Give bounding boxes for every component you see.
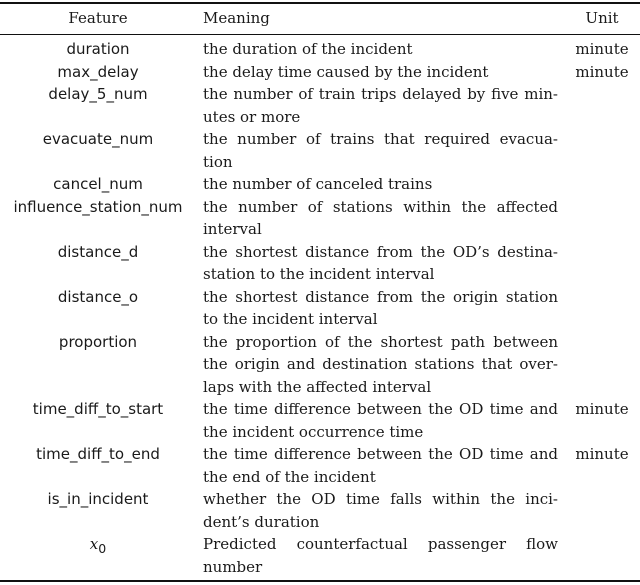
feature-cell: evacuate_num [42, 130, 154, 148]
meaning-line: utes or more [203, 107, 301, 126]
meaning-cell [203, 61, 558, 84]
feature-cell: distance_d [57, 242, 139, 261]
meaning-line: the shortest distance from the OD’s destina- [203, 242, 558, 261]
meaning-line: whether the OD time falls within the inci- [203, 490, 558, 508]
table-top-rule [0, 2, 640, 4]
table-bottom-rule [0, 580, 640, 582]
feature-cell: influence_station_num [13, 197, 183, 216]
meaning-line: the number of trains that required evacua- [203, 130, 558, 148]
meaning-cell [203, 286, 558, 331]
table-row [0, 533, 640, 578]
meaning-line: the origin and destination stations that over- [203, 355, 558, 373]
unit-cell: minute [575, 445, 629, 463]
meaning-line: the time difference between the OD time and [203, 400, 558, 418]
feature-cell: proportion [58, 332, 138, 351]
feature-cell: duration [66, 40, 130, 58]
table-row [0, 286, 640, 331]
table-row [0, 173, 640, 196]
feature-cell: delay_5_num [48, 85, 148, 103]
feature-table-body [0, 38, 640, 578]
meaning-line: the number of stations within the affected [203, 197, 558, 216]
meaning-cell [203, 488, 558, 533]
feature-cell: time_diff_to_start [32, 400, 164, 418]
table-row [0, 331, 640, 399]
unit-cell: minute [575, 62, 629, 81]
table-header-rule [0, 34, 640, 35]
meaning-line: the number of train trips delayed by five min- [203, 85, 558, 103]
table-row [0, 398, 640, 443]
meaning-line: the time difference between the OD time and [203, 445, 558, 463]
header-unit: Unit [585, 9, 619, 27]
feature-cell [0, 533, 196, 561]
meaning-cell [203, 241, 558, 286]
feature-cell: distance_o [57, 287, 139, 306]
meaning-cell [203, 173, 558, 196]
table-row [0, 443, 640, 488]
meaning-line: the proportion of the shortest path between [203, 332, 558, 351]
table-row [0, 128, 640, 173]
header-feature: Feature [68, 9, 128, 27]
meaning-line: the number of canceled trains [203, 175, 433, 193]
unit-cell: minute [575, 400, 629, 418]
meaning-line: the duration of the incident [203, 40, 413, 58]
table-row [0, 61, 640, 84]
meaning-line: the end of the incident [203, 467, 376, 486]
meaning-line: the shortest distance from the origin station [203, 287, 558, 306]
meaning-line: station to the incident interval [203, 265, 435, 283]
meaning-line: tion [203, 152, 233, 171]
meaning-line: laps with the affected interval [203, 377, 432, 396]
feature-cell: max_delay [57, 62, 139, 81]
feature-cell: time_diff_to_end [36, 445, 160, 463]
unit-cell: minute [575, 40, 629, 58]
meaning-cell [203, 398, 558, 443]
meaning-line: interval [203, 220, 262, 238]
meaning-line: Predicted counterfactual passenger flow [203, 535, 558, 553]
table-row [0, 196, 640, 241]
meaning-line: to the incident interval [203, 310, 378, 328]
table-row [0, 83, 640, 128]
feature-cell: is_in_incident [47, 490, 149, 508]
meaning-cell [203, 533, 558, 578]
meaning-cell [203, 83, 558, 128]
table-row [0, 488, 640, 533]
table-row [0, 241, 640, 286]
header-meaning: Meaning [203, 9, 270, 27]
meaning-cell [203, 196, 558, 241]
meaning-cell [203, 331, 558, 399]
feature-math-symbol: x [89, 535, 99, 553]
meaning-line: dent’s duration [203, 512, 320, 531]
meaning-line: the incident occurrence time [203, 422, 424, 441]
meaning-cell [203, 38, 558, 61]
meaning-line: the delay time caused by the incident [203, 62, 489, 81]
meaning-cell [203, 443, 558, 488]
meaning-line: number [203, 557, 263, 576]
feature-cell: cancel_num [53, 175, 143, 193]
feature-math-subscript: 0 [98, 541, 107, 556]
meaning-cell [203, 128, 558, 173]
table-row [0, 38, 640, 61]
